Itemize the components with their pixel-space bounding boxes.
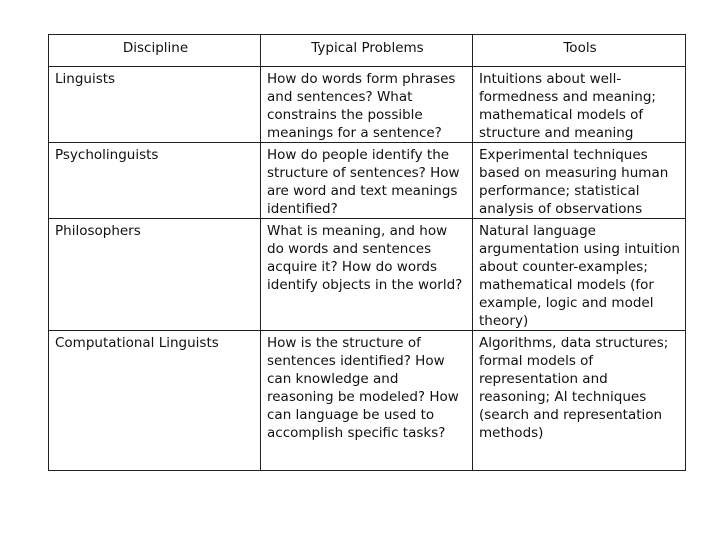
header-tools: Tools (473, 35, 686, 67)
problems-text: What is meaning, and how do words and sentences acquire it? How do words identify objects in the world? (267, 223, 463, 293)
header-typical-problems: Typical Problems (261, 35, 473, 67)
cell-problems (261, 219, 473, 331)
header-discipline: Discipline (49, 35, 261, 67)
discipline-text: Philosophers (55, 223, 141, 239)
discipline-text: Computational Linguists (55, 335, 219, 351)
cell-tools (473, 331, 686, 471)
cell-discipline (49, 143, 261, 219)
tools-text: Experimental techniques based on measuring human performance; statistical analysis of observations (479, 147, 669, 217)
discipline-text: Linguists (55, 71, 116, 87)
cell-discipline (49, 331, 261, 471)
tools-text: Intuitions about well-formedness and meaning; mathematical models of structure and meaning (479, 71, 656, 141)
cell-discipline (49, 67, 261, 143)
table-row (49, 331, 686, 471)
cell-tools (473, 67, 686, 143)
cell-tools (473, 143, 686, 219)
problems-text: How do people identify the structure of sentences? How are word and text meanings identified? (267, 147, 460, 217)
cell-problems (261, 67, 473, 143)
table-row (49, 219, 686, 331)
cell-tools (473, 219, 686, 331)
tools-text: Algorithms, data structures; formal models of representation and reasoning; AI techniques (search and representation methods) (479, 335, 669, 441)
problems-text: How do words form phrases and sentences? What constrains the possible meanings for a sentence? (267, 71, 456, 141)
header-row (49, 35, 686, 67)
table-row (49, 143, 686, 219)
discipline-text: Psycholinguists (55, 147, 159, 163)
table-body (49, 67, 686, 471)
problems-text: How is the structure of sentences identified? How can knowledge and reasoning be modeled? How can language be used to accomplish specific tasks? (267, 335, 459, 441)
cell-problems (261, 143, 473, 219)
table-row (49, 67, 686, 143)
cell-problems (261, 331, 473, 471)
disciplines-table (48, 34, 686, 471)
cell-discipline (49, 219, 261, 331)
tools-text: Natural language argumentation using intuition about counter-examples; mathematical models (for example, logic and model theory) (479, 223, 680, 329)
table-header (49, 35, 686, 67)
